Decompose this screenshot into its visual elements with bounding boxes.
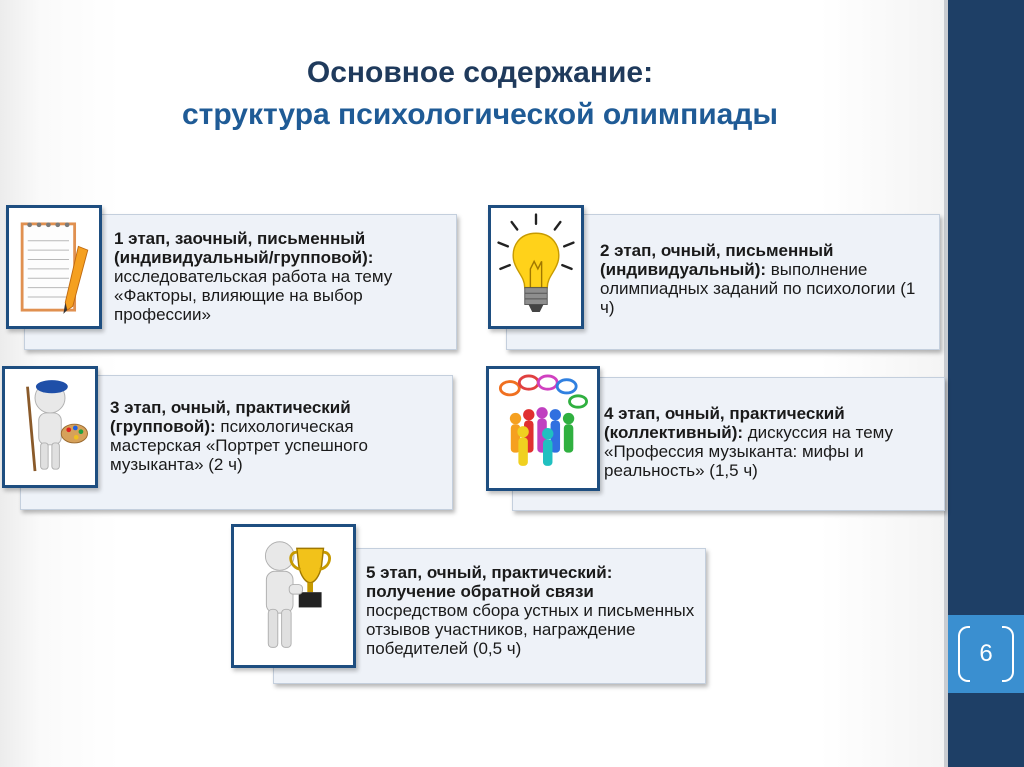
- trophy-figure-icon: [231, 524, 356, 668]
- speech-bubbles-people-icon: [486, 366, 600, 491]
- stage-2-text: [600, 241, 930, 317]
- stage-5-title: 5 этап, очный, практический: получение обратной связи: [366, 563, 613, 601]
- stage-3-text: [110, 398, 442, 474]
- slide-title: Основное содержание:: [306, 56, 654, 89]
- stage-4-text: [604, 404, 936, 480]
- stage-1-title: 1 этап, заочный, письменный (индивидуальный/групповой):: [114, 229, 374, 267]
- stage-5-description: посредством сбора устных и письменных отзывов участников, награждение победителей (0,5 ч): [366, 601, 695, 658]
- stage-2-title: 2 этап, очный, письменный (индивидуальный):: [600, 241, 834, 279]
- stage-5-text: [366, 563, 700, 658]
- page-bracket-left: [958, 626, 970, 682]
- page-number: 6: [979, 640, 993, 667]
- lightbulb-icon: [488, 205, 584, 329]
- slide-subtitle: структура психологической олимпиады: [181, 98, 779, 131]
- stage-4-title: 4 этап, очный, практический (коллективный):: [604, 404, 845, 442]
- page-bracket-right: [1002, 626, 1014, 682]
- stage-1-text: [114, 229, 444, 324]
- stage-1-description: исследовательская работа на тему «Факторы, влияющие на выбор профессии»: [114, 267, 393, 324]
- stage-3-description: психологическая мастерская «Портрет успешного музыканта» (2 ч): [110, 417, 368, 474]
- stage-2-description: выполнение олимпиадных заданий по психологии (1 ч): [600, 260, 916, 317]
- notepad-pencil-icon: [6, 205, 102, 329]
- stage-4-description: дискуссия на тему «Профессия музыканта: мифы и реальность» (1,5 ч): [604, 423, 894, 480]
- stage-3-title: 3 этап, очный, практический (групповой):: [110, 398, 351, 436]
- artist-figure-icon: [2, 366, 98, 488]
